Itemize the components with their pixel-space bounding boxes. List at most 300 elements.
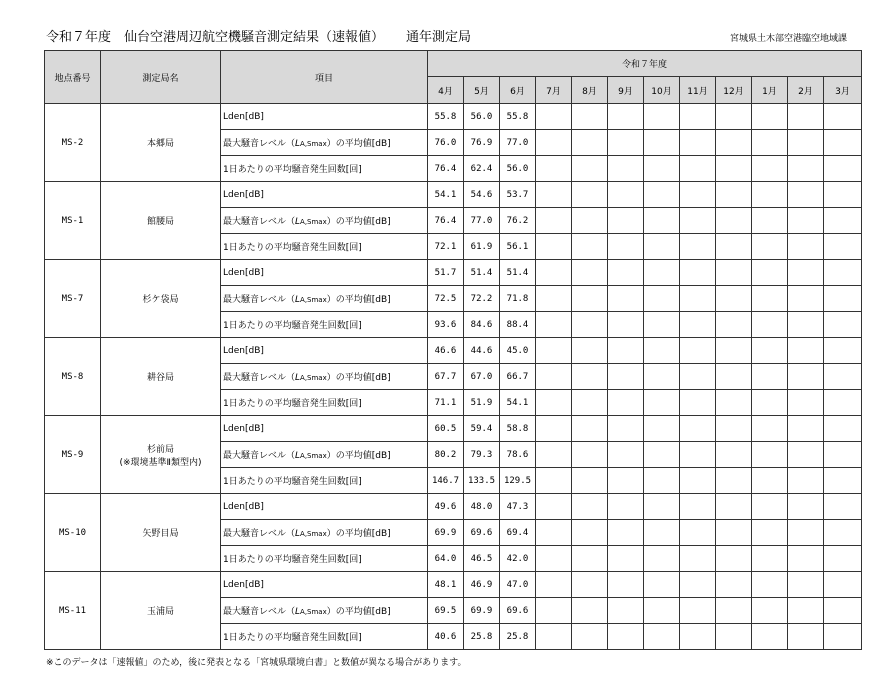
value-cell: [608, 624, 644, 650]
value-cell: [716, 260, 752, 286]
month-header: 1月: [752, 77, 788, 104]
value-cell: [572, 416, 608, 442]
item-label: Lden[dB]: [223, 189, 264, 200]
item-count: [221, 468, 428, 494]
value-cell: [644, 494, 680, 520]
value-cell: [644, 364, 680, 390]
item-label: Lden[dB]: [223, 423, 264, 434]
month-header: 4月: [428, 77, 464, 104]
site-code: MS-9: [45, 416, 101, 494]
value-cell: [788, 260, 824, 286]
value-cell: 88.4: [500, 312, 536, 338]
value-cell: [824, 364, 862, 390]
month-header: 6月: [500, 77, 536, 104]
table-row: [45, 494, 862, 520]
value-cell: [680, 234, 716, 260]
item-subscript: A,Smax: [300, 374, 327, 382]
value-cell: [680, 208, 716, 234]
value-cell: [608, 234, 644, 260]
item-label: ）の平均値[dB]: [326, 295, 391, 305]
header-site-code: 地点番号: [45, 51, 101, 104]
value-cell: [788, 312, 824, 338]
site-name-cell: [101, 572, 221, 650]
value-cell: [572, 572, 608, 598]
value-cell: [824, 338, 862, 364]
value-cell: 60.5: [428, 416, 464, 442]
value-cell: [680, 156, 716, 182]
site-name: 館腰局: [146, 217, 174, 227]
value-cell: [608, 286, 644, 312]
value-cell: [608, 494, 644, 520]
value-cell: 78.6: [500, 442, 536, 468]
item-count: [221, 312, 428, 338]
item-subscript: A,Smax: [300, 530, 327, 538]
item-label: Lden[dB]: [223, 501, 264, 512]
value-cell: [608, 598, 644, 624]
value-cell: [824, 156, 862, 182]
value-cell: 53.7: [500, 182, 536, 208]
item-symbol: L: [295, 529, 301, 539]
table-row: [45, 104, 862, 130]
value-cell: [680, 104, 716, 130]
table-row: [45, 416, 862, 442]
value-cell: [644, 468, 680, 494]
value-cell: [788, 286, 824, 312]
table-row: [45, 338, 862, 364]
site-note: (※環境基準Ⅱ類型内): [119, 457, 202, 468]
value-cell: [608, 364, 644, 390]
site-name: 本郷局: [146, 139, 174, 149]
value-cell: [788, 338, 824, 364]
value-cell: 64.0: [428, 546, 464, 572]
value-cell: [680, 546, 716, 572]
value-cell: [788, 182, 824, 208]
month-header: 9月: [608, 77, 644, 104]
value-cell: [752, 494, 788, 520]
value-cell: [824, 286, 862, 312]
value-cell: [680, 390, 716, 416]
value-cell: 80.2: [428, 442, 464, 468]
value-cell: [608, 416, 644, 442]
site-code: MS-1: [45, 182, 101, 260]
value-cell: [680, 260, 716, 286]
value-cell: [536, 286, 572, 312]
item-label: Lden[dB]: [223, 111, 264, 122]
value-cell: 47.0: [500, 572, 536, 598]
site-name-cell: [101, 416, 221, 494]
item-lden: [221, 182, 428, 208]
value-cell: 54.1: [428, 182, 464, 208]
item-lden: [221, 416, 428, 442]
value-cell: 69.9: [428, 520, 464, 546]
item-lasmax: [221, 442, 428, 468]
value-cell: [752, 572, 788, 598]
item-count: [221, 624, 428, 650]
value-cell: [680, 416, 716, 442]
site-name-cell: [101, 104, 221, 182]
value-cell: [536, 624, 572, 650]
value-cell: [788, 130, 824, 156]
value-cell: [680, 364, 716, 390]
value-cell: [644, 182, 680, 208]
value-cell: [536, 442, 572, 468]
value-cell: [716, 520, 752, 546]
value-cell: [824, 182, 862, 208]
value-cell: [752, 416, 788, 442]
value-cell: [572, 520, 608, 546]
value-cell: 76.4: [428, 156, 464, 182]
value-cell: [680, 520, 716, 546]
value-cell: [536, 390, 572, 416]
value-cell: [716, 208, 752, 234]
value-cell: [788, 572, 824, 598]
value-cell: [680, 572, 716, 598]
value-cell: [536, 130, 572, 156]
value-cell: [680, 598, 716, 624]
value-cell: 72.1: [428, 234, 464, 260]
value-cell: [536, 416, 572, 442]
item-label: 1日あたりの平均騒音発生回数[回]: [223, 477, 362, 487]
value-cell: [788, 390, 824, 416]
value-cell: [644, 598, 680, 624]
item-label: 最大騒音レベル（: [223, 607, 296, 617]
value-cell: [788, 494, 824, 520]
item-label: 1日あたりの平均騒音発生回数[回]: [223, 399, 362, 409]
value-cell: 129.5: [500, 468, 536, 494]
item-lasmax: [221, 364, 428, 390]
item-count: [221, 546, 428, 572]
value-cell: [536, 260, 572, 286]
value-cell: 69.6: [500, 598, 536, 624]
value-cell: [716, 390, 752, 416]
value-cell: [644, 104, 680, 130]
item-label: Lden[dB]: [223, 579, 264, 590]
value-cell: [716, 468, 752, 494]
value-cell: [644, 624, 680, 650]
item-lden: [221, 338, 428, 364]
item-count: [221, 390, 428, 416]
value-cell: [680, 468, 716, 494]
value-cell: [716, 364, 752, 390]
value-cell: [752, 130, 788, 156]
value-cell: [680, 338, 716, 364]
value-cell: [536, 546, 572, 572]
value-cell: 56.0: [464, 104, 500, 130]
value-cell: [608, 104, 644, 130]
value-cell: [716, 104, 752, 130]
item-symbol: L: [295, 373, 301, 383]
value-cell: [536, 520, 572, 546]
value-cell: [824, 624, 862, 650]
value-cell: [680, 624, 716, 650]
site-name: 矢野目局: [142, 529, 179, 539]
value-cell: [680, 494, 716, 520]
value-cell: [608, 546, 644, 572]
site-code: MS-10: [45, 494, 101, 572]
site-name: 杉ケ袋局: [142, 295, 179, 305]
value-cell: [536, 338, 572, 364]
value-cell: 62.4: [464, 156, 500, 182]
value-cell: [536, 104, 572, 130]
value-cell: [788, 364, 824, 390]
item-label: 最大騒音レベル（: [223, 217, 296, 227]
value-cell: [788, 156, 824, 182]
value-cell: [572, 390, 608, 416]
value-cell: [536, 156, 572, 182]
value-cell: [752, 182, 788, 208]
value-cell: [752, 598, 788, 624]
value-cell: [572, 468, 608, 494]
site-name-cell: [101, 494, 221, 572]
item-label: 最大騒音レベル（: [223, 451, 296, 461]
value-cell: [716, 286, 752, 312]
site-name: 玉浦局: [146, 607, 174, 617]
item-symbol: L: [295, 295, 301, 305]
footnote: ※このデータは「速報値」のため，後に発表となる「宮城県環境白書」と数値が異なる場合があります。: [46, 658, 467, 668]
value-cell: 51.4: [500, 260, 536, 286]
department-label: 宮城県土木部空港臨空地域課: [729, 34, 847, 44]
value-cell: 59.4: [464, 416, 500, 442]
value-cell: [752, 208, 788, 234]
item-label: ）の平均値[dB]: [326, 373, 391, 383]
value-cell: [680, 130, 716, 156]
header-site-name: 測定局名: [101, 51, 221, 104]
value-cell: [716, 416, 752, 442]
value-cell: [572, 598, 608, 624]
value-cell: [716, 312, 752, 338]
value-cell: [788, 104, 824, 130]
value-cell: 46.6: [428, 338, 464, 364]
item-lasmax: [221, 286, 428, 312]
value-cell: [680, 286, 716, 312]
item-label: 最大騒音レベル（: [223, 529, 296, 539]
value-cell: 76.9: [464, 130, 500, 156]
value-cell: [536, 572, 572, 598]
value-cell: [716, 546, 752, 572]
value-cell: 54.6: [464, 182, 500, 208]
value-cell: [788, 468, 824, 494]
header-fiscal-year: 令和７年度: [428, 51, 862, 77]
item-label: Lden[dB]: [223, 267, 264, 278]
value-cell: 67.0: [464, 364, 500, 390]
month-header: 8月: [572, 77, 608, 104]
value-cell: [644, 338, 680, 364]
value-cell: [752, 286, 788, 312]
value-cell: [788, 416, 824, 442]
item-label: 最大騒音レベル（: [223, 139, 296, 149]
item-lasmax: [221, 598, 428, 624]
value-cell: 25.8: [500, 624, 536, 650]
value-cell: 42.0: [500, 546, 536, 572]
value-cell: 66.7: [500, 364, 536, 390]
item-label: ）の平均値[dB]: [326, 607, 391, 617]
value-cell: [608, 520, 644, 546]
value-cell: [572, 338, 608, 364]
item-label: ）の平均値[dB]: [326, 451, 391, 461]
value-cell: [536, 364, 572, 390]
value-cell: [644, 546, 680, 572]
value-cell: [572, 286, 608, 312]
value-cell: [716, 624, 752, 650]
value-cell: [824, 260, 862, 286]
value-cell: 77.0: [500, 130, 536, 156]
value-cell: [824, 546, 862, 572]
item-label: ）の平均値[dB]: [326, 139, 391, 149]
value-cell: [644, 312, 680, 338]
value-cell: [608, 208, 644, 234]
value-cell: 44.6: [464, 338, 500, 364]
value-cell: [536, 182, 572, 208]
value-cell: [644, 130, 680, 156]
item-label: 1日あたりの平均騒音発生回数[回]: [223, 243, 362, 253]
value-cell: [788, 624, 824, 650]
item-symbol: L: [295, 139, 301, 149]
value-cell: [680, 182, 716, 208]
value-cell: [752, 546, 788, 572]
month-header: 7月: [536, 77, 572, 104]
value-cell: 69.9: [464, 598, 500, 624]
value-cell: 61.9: [464, 234, 500, 260]
value-cell: 71.8: [500, 286, 536, 312]
value-cell: [824, 494, 862, 520]
value-cell: [788, 234, 824, 260]
value-cell: 69.5: [428, 598, 464, 624]
value-cell: 46.5: [464, 546, 500, 572]
value-cell: [680, 442, 716, 468]
item-subscript: A,Smax: [300, 452, 327, 460]
value-cell: [824, 442, 862, 468]
item-lden: [221, 260, 428, 286]
item-label: 1日あたりの平均騒音発生回数[回]: [223, 555, 362, 565]
value-cell: [608, 260, 644, 286]
value-cell: [572, 156, 608, 182]
value-cell: 133.5: [464, 468, 500, 494]
value-cell: [824, 234, 862, 260]
value-cell: [752, 338, 788, 364]
value-cell: [572, 364, 608, 390]
value-cell: [608, 312, 644, 338]
item-label: ）の平均値[dB]: [326, 529, 391, 539]
value-cell: [716, 130, 752, 156]
table-row: [45, 572, 862, 598]
item-label: 1日あたりの平均騒音発生回数[回]: [223, 321, 362, 331]
value-cell: [752, 624, 788, 650]
value-cell: 146.7: [428, 468, 464, 494]
value-cell: [716, 442, 752, 468]
value-cell: [608, 338, 644, 364]
value-cell: 58.8: [500, 416, 536, 442]
value-cell: 51.9: [464, 390, 500, 416]
value-cell: [644, 572, 680, 598]
table-row: [45, 182, 862, 208]
item-subscript: A,Smax: [300, 218, 327, 226]
value-cell: [824, 390, 862, 416]
item-label: 1日あたりの平均騒音発生回数[回]: [223, 165, 362, 175]
value-cell: [824, 104, 862, 130]
value-cell: 71.1: [428, 390, 464, 416]
item-symbol: L: [295, 451, 301, 461]
site-code: MS-8: [45, 338, 101, 416]
table-row: [45, 260, 862, 286]
value-cell: [536, 312, 572, 338]
value-cell: [644, 520, 680, 546]
value-cell: [716, 338, 752, 364]
site-code: MS-7: [45, 260, 101, 338]
value-cell: [572, 546, 608, 572]
item-count: [221, 156, 428, 182]
item-lasmax: [221, 208, 428, 234]
value-cell: [824, 312, 862, 338]
value-cell: [572, 494, 608, 520]
value-cell: 69.4: [500, 520, 536, 546]
site-code: MS-2: [45, 104, 101, 182]
value-cell: 76.4: [428, 208, 464, 234]
month-header: 2月: [788, 77, 824, 104]
value-cell: [824, 208, 862, 234]
item-lasmax: [221, 520, 428, 546]
value-cell: 76.0: [428, 130, 464, 156]
value-cell: [608, 182, 644, 208]
value-cell: [572, 234, 608, 260]
value-cell: 56.0: [500, 156, 536, 182]
value-cell: [752, 234, 788, 260]
value-cell: [788, 442, 824, 468]
noise-results-table: [44, 50, 862, 650]
value-cell: 77.0: [464, 208, 500, 234]
value-cell: [572, 260, 608, 286]
value-cell: 25.8: [464, 624, 500, 650]
value-cell: [752, 364, 788, 390]
value-cell: [572, 104, 608, 130]
value-cell: 76.2: [500, 208, 536, 234]
item-subscript: A,Smax: [300, 296, 327, 304]
value-cell: [572, 312, 608, 338]
item-label: ）の平均値[dB]: [326, 217, 391, 227]
month-header: 11月: [680, 77, 716, 104]
site-name-cell: [101, 338, 221, 416]
month-header: 10月: [644, 77, 680, 104]
value-cell: [608, 156, 644, 182]
site-code: MS-11: [45, 572, 101, 650]
value-cell: [716, 494, 752, 520]
value-cell: [608, 572, 644, 598]
value-cell: [680, 312, 716, 338]
title-text: 令和７年度 仙台空港周辺航空機騒音測定結果（速報値）: [46, 30, 385, 45]
item-lden: [221, 572, 428, 598]
item-count: [221, 234, 428, 260]
value-cell: [752, 390, 788, 416]
site-name-cell: [101, 182, 221, 260]
value-cell: [716, 156, 752, 182]
value-cell: [824, 572, 862, 598]
value-cell: [824, 416, 862, 442]
value-cell: [644, 442, 680, 468]
value-cell: [716, 572, 752, 598]
item-label: Lden[dB]: [223, 345, 264, 356]
item-lasmax: [221, 130, 428, 156]
item-label: 最大騒音レベル（: [223, 373, 296, 383]
item-subscript: A,Smax: [300, 140, 327, 148]
value-cell: 84.6: [464, 312, 500, 338]
value-cell: 69.6: [464, 520, 500, 546]
item-symbol: L: [295, 607, 301, 617]
value-cell: [788, 598, 824, 624]
value-cell: [752, 312, 788, 338]
value-cell: [644, 234, 680, 260]
value-cell: [608, 442, 644, 468]
value-cell: [824, 130, 862, 156]
value-cell: [536, 234, 572, 260]
